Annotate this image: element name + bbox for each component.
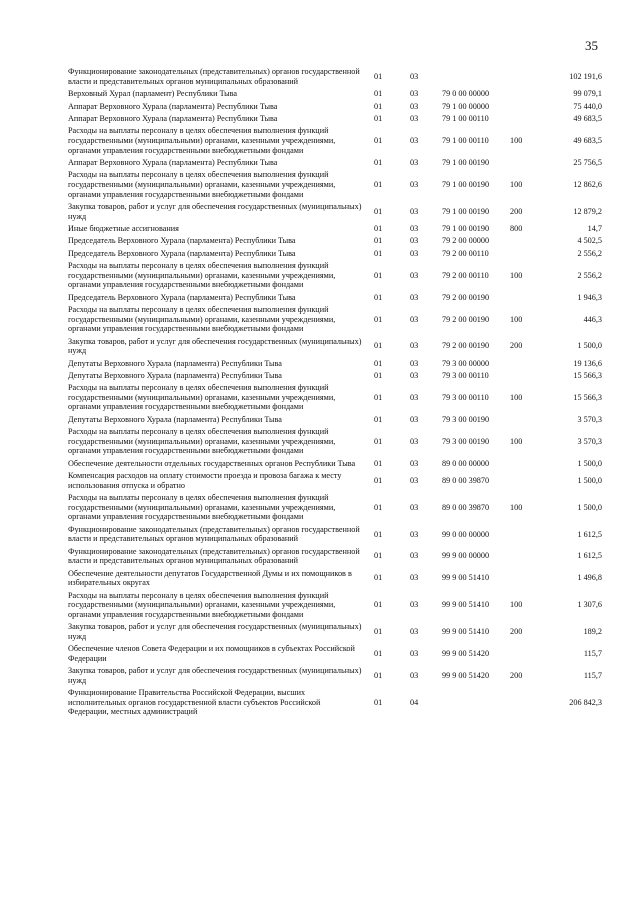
row-section: 01 xyxy=(374,600,383,610)
table-row xyxy=(68,235,602,247)
row-subsection: 04 xyxy=(410,697,419,707)
row-amount: 15 566,3 xyxy=(573,370,602,380)
row-name: Депутаты Верховного Хурала (парламента) Республики Тыва xyxy=(68,358,282,368)
row-section: 01 xyxy=(374,314,383,324)
row-name: Закупка товаров, работ и услуг для обеспечения государственных (муниципальных) нужд xyxy=(68,666,362,685)
row-expense-type xyxy=(510,66,544,88)
row-amount: 1 500,0 xyxy=(577,502,602,512)
row-expense-type: 200 xyxy=(510,670,523,680)
row-expense-type xyxy=(510,291,544,303)
table-row xyxy=(68,687,602,719)
row-subsection: 03 xyxy=(410,458,419,468)
row-target-article: 79 2 00 00190 xyxy=(442,341,490,351)
row-section: 01 xyxy=(374,502,383,512)
row-name: Верховный Хурал (парламент) Республики Тыва xyxy=(68,89,238,99)
table-row xyxy=(68,457,602,469)
row-section: 01 xyxy=(374,529,383,539)
row-section: 01 xyxy=(374,248,383,258)
row-amount: 49 683,5 xyxy=(573,114,602,124)
row-subsection: 03 xyxy=(410,475,419,485)
row-subsection: 03 xyxy=(410,89,419,99)
row-section: 01 xyxy=(374,236,383,246)
row-name: Расходы на выплаты персоналу в целях обеспечения выполнения функций государственными (муниципальными) органами, казенными учреждениями, органами управления государственными внебюджетными фондами xyxy=(68,590,336,619)
row-expense-type xyxy=(510,247,544,259)
row-expense-type xyxy=(510,88,544,100)
row-target-article xyxy=(442,687,510,719)
row-subsection: 03 xyxy=(410,292,419,302)
row-amount: 2 556,2 xyxy=(577,270,602,280)
row-expense-type xyxy=(510,113,544,125)
row-name: Расходы на выплаты персоналу в целях обеспечения выполнения функций государственными (муниципальными) органами, казенными учреждениями, органами управления государственными внебюджетными фондами xyxy=(68,383,336,412)
row-target-article: 79 2 00 00190 xyxy=(442,292,490,302)
row-name: Обеспечение деятельности отдельных государственных органов Республики Тыва xyxy=(68,458,356,468)
table-row xyxy=(68,201,602,223)
row-subsection: 03 xyxy=(410,270,419,280)
row-section: 01 xyxy=(374,136,383,146)
row-target-article: 79 3 00 00110 xyxy=(442,370,489,380)
row-section: 01 xyxy=(374,551,383,561)
row-name: Закупка товаров, работ и услуг для обеспечения государственных (муниципальных) нужд xyxy=(68,622,362,641)
row-amount: 1 500,0 xyxy=(577,341,602,351)
row-expense-type xyxy=(510,643,544,665)
table-row xyxy=(68,88,602,100)
row-target-article: 79 1 00 00000 xyxy=(442,101,490,111)
row-name: Закупка товаров, работ и услуг для обеспечения государственных (муниципальных) нужд xyxy=(68,336,362,356)
row-amount: 12 862,6 xyxy=(573,180,602,190)
row-expense-type: 200 xyxy=(510,341,523,351)
row-name: Функционирование законодательных (представительных) органов государственной власти и представительных органов муниципальных образований xyxy=(68,546,360,566)
table-row xyxy=(68,426,602,458)
row-name: Закупка товаров, работ и услуг для обеспечения государственных (муниципальных) нужд xyxy=(68,201,362,221)
row-subsection: 03 xyxy=(410,414,419,424)
row-subsection: 03 xyxy=(410,248,419,258)
row-expense-type: 100 xyxy=(510,314,523,324)
row-name: Расходы на выплаты персоналу в целях обеспечения выполнения функций государственными (муниципальными) органами, казенными учреждениями, органами управления государственными внебюджетными фондами xyxy=(68,493,336,522)
row-name: Аппарат Верховного Хурала (парламента) Республики Тыва xyxy=(68,101,278,111)
row-name: Аппарат Верховного Хурала (парламента) Республики Тыва xyxy=(68,158,278,168)
row-name: Функционирование законодательных (представительных) органов государственной власти и представительных органов муниципальных образований xyxy=(68,67,360,86)
row-amount: 49 683,5 xyxy=(573,136,602,146)
row-name: Председатель Верховного Хурала (парламента) Республики Тыва xyxy=(68,236,296,246)
row-expense-type: 800 xyxy=(510,223,523,233)
row-subsection: 03 xyxy=(410,101,419,111)
row-section: 01 xyxy=(374,223,383,233)
table-row xyxy=(68,370,602,382)
row-subsection: 03 xyxy=(410,670,419,680)
row-target-article: 79 1 00 00190 xyxy=(442,180,490,190)
row-target-article: 79 3 00 00190 xyxy=(442,436,490,446)
table-row xyxy=(68,357,602,369)
row-subsection: 03 xyxy=(410,502,419,512)
row-expense-type xyxy=(510,457,544,469)
row-expense-type xyxy=(510,567,544,589)
row-name: Расходы на выплаты персоналу в целях обеспечения выполнения функций государственными (муниципальными) органами, казенными учреждениями, органами управления государственными внебюджетными фондами xyxy=(68,427,336,456)
row-target-article: 79 2 00 00000 xyxy=(442,236,490,246)
row-name: Депутаты Верховного Хурала (парламента) Республики Тыва xyxy=(68,414,282,424)
row-amount: 115,7 xyxy=(583,670,602,680)
row-amount: 75 440,0 xyxy=(573,101,602,111)
row-amount: 1 307,6 xyxy=(577,600,602,610)
row-name: Аппарат Верховного Хурала (парламента) Республики Тыва xyxy=(68,114,278,124)
row-expense-type xyxy=(510,545,544,567)
row-amount: 1 500,0 xyxy=(577,458,602,468)
row-amount: 189,2 xyxy=(583,626,602,636)
row-section: 01 xyxy=(374,358,383,368)
row-target-article: 79 3 00 00000 xyxy=(442,358,490,368)
row-subsection: 03 xyxy=(410,551,419,561)
row-section: 01 xyxy=(374,158,383,168)
row-expense-type: 100 xyxy=(510,502,523,512)
table-row xyxy=(68,413,602,425)
table-row xyxy=(68,382,602,414)
row-subsection: 03 xyxy=(410,626,419,636)
row-amount: 446,3 xyxy=(583,314,602,324)
row-subsection: 03 xyxy=(410,358,419,368)
row-name: Председатель Верховного Хурала (парламента) Республики Тыва xyxy=(68,292,296,302)
row-name: Расходы на выплаты персоналу в целях обеспечения выполнения функций государственными (муниципальными) органами, казенными учреждениями, органами управления государственными внебюджетными фондами xyxy=(68,170,336,199)
row-target-article: 79 2 00 00110 xyxy=(442,270,489,280)
row-target-article: 79 1 00 00190 xyxy=(442,158,490,168)
row-section: 01 xyxy=(374,414,383,424)
row-section: 01 xyxy=(374,573,383,583)
row-name: Функционирование законодательных (представительных) органов государственной власти и представительных органов муниципальных образований xyxy=(68,524,360,544)
row-subsection: 03 xyxy=(410,648,419,658)
table-row xyxy=(68,304,602,336)
table-row xyxy=(68,223,602,235)
row-expense-type xyxy=(510,100,544,112)
table-row xyxy=(68,545,602,567)
row-amount: 12 879,2 xyxy=(573,206,602,216)
row-target-article: 79 0 00 00000 xyxy=(442,89,490,99)
table-row xyxy=(68,157,602,169)
row-amount: 1 612,5 xyxy=(577,551,602,561)
row-subsection: 03 xyxy=(410,529,419,539)
table-row xyxy=(68,260,602,292)
row-name: Иные бюджетные ассигнования xyxy=(68,223,179,233)
row-section: 01 xyxy=(374,626,383,636)
row-subsection: 03 xyxy=(410,370,419,380)
table-row xyxy=(68,113,602,125)
row-amount: 1 496,8 xyxy=(577,573,602,583)
row-expense-type xyxy=(510,413,544,425)
row-section: 01 xyxy=(374,101,383,111)
row-target-article: 79 1 00 00110 xyxy=(442,136,489,146)
budget-table xyxy=(68,66,602,718)
row-amount: 1 946,3 xyxy=(577,292,602,302)
table-row xyxy=(68,470,602,492)
row-amount: 19 136,6 xyxy=(573,358,602,368)
row-expense-type: 100 xyxy=(510,436,523,446)
row-subsection: 03 xyxy=(410,72,419,82)
row-section: 01 xyxy=(374,436,383,446)
row-target-article: 99 9 00 51410 xyxy=(442,626,490,636)
row-section: 01 xyxy=(374,458,383,468)
row-section: 01 xyxy=(374,180,383,190)
row-subsection: 03 xyxy=(410,180,419,190)
page-number: 35 xyxy=(585,38,598,53)
row-name: Обеспечение членов Совета Федерации и их помощников в субъектах Российской Федерации xyxy=(68,644,355,663)
table-row xyxy=(68,100,602,112)
row-section: 01 xyxy=(374,270,383,280)
row-target-article: 89 0 00 39870 xyxy=(442,502,490,512)
row-amount: 1 500,0 xyxy=(577,475,602,485)
row-amount: 115,7 xyxy=(583,648,602,658)
row-name: Председатель Верховного Хурала (парламента) Республики Тыва xyxy=(68,248,296,258)
row-expense-type xyxy=(510,687,544,719)
budget-table-body xyxy=(68,66,602,718)
row-amount: 15 566,3 xyxy=(573,392,602,402)
row-section: 01 xyxy=(374,341,383,351)
row-target-article xyxy=(442,66,510,88)
row-subsection: 03 xyxy=(410,136,419,146)
row-name: Расходы на выплаты персоналу в целях обеспечения выполнения функций государственными (муниципальными) органами, казенными учреждениями, органами управления государственными внебюджетными фондами xyxy=(68,261,336,290)
row-subsection: 03 xyxy=(410,573,419,583)
table-row xyxy=(68,567,602,589)
row-amount: 14,7 xyxy=(587,223,602,233)
row-name: Расходы на выплаты персоналу в целях обеспечения выполнения функций государственными (муниципальными) органами, казенными учреждениями, органами управления государственными внебюджетными фондами xyxy=(68,305,336,334)
row-section: 01 xyxy=(374,114,383,124)
row-expense-type xyxy=(510,370,544,382)
row-target-article: 79 2 00 00190 xyxy=(442,314,490,324)
row-target-article: 79 3 00 00190 xyxy=(442,414,490,424)
row-subsection: 03 xyxy=(410,600,419,610)
row-section: 01 xyxy=(374,292,383,302)
table-row xyxy=(68,66,602,88)
table-row xyxy=(68,589,602,621)
row-target-article: 99 9 00 00000 xyxy=(442,551,490,561)
table-row xyxy=(68,247,602,259)
row-subsection: 03 xyxy=(410,206,419,216)
row-subsection: 03 xyxy=(410,341,419,351)
row-subsection: 03 xyxy=(410,114,419,124)
row-amount: 102 191,6 xyxy=(569,72,602,82)
row-expense-type xyxy=(510,470,544,492)
row-target-article: 79 1 00 00190 xyxy=(442,223,490,233)
row-section: 01 xyxy=(374,206,383,216)
row-section: 01 xyxy=(374,72,383,82)
row-target-article: 99 0 00 00000 xyxy=(442,529,490,539)
row-expense-type: 100 xyxy=(510,392,523,402)
row-target-article: 99 9 00 51420 xyxy=(442,670,490,680)
row-name: Депутаты Верховного Хурала (парламента) Республики Тыва xyxy=(68,370,282,380)
table-row xyxy=(68,125,602,157)
row-section: 01 xyxy=(374,475,383,485)
row-section: 01 xyxy=(374,648,383,658)
row-section: 01 xyxy=(374,392,383,402)
row-target-article: 79 1 00 00110 xyxy=(442,114,489,124)
row-expense-type xyxy=(510,357,544,369)
row-name: Расходы на выплаты персоналу в целях обеспечения выполнения функций государственными (муниципальными) органами, казенными учреждениями, органами управления государственными внебюджетными фондами xyxy=(68,126,336,155)
row-target-article: 99 9 00 51410 xyxy=(442,573,490,583)
row-expense-type: 100 xyxy=(510,180,523,190)
row-expense-type xyxy=(510,235,544,247)
row-target-article: 99 9 00 51420 xyxy=(442,648,490,658)
row-amount: 3 570,3 xyxy=(577,436,602,446)
table-row xyxy=(68,291,602,303)
row-name: Обеспечение деятельности депутатов Государственной Думы и их помощников в избирательных округах xyxy=(68,568,352,588)
row-expense-type xyxy=(510,523,544,545)
table-row xyxy=(68,335,602,357)
row-expense-type: 100 xyxy=(510,600,523,610)
row-target-article: 99 9 00 51410 xyxy=(442,600,490,610)
row-target-article: 89 0 00 00000 xyxy=(442,458,490,468)
row-expense-type: 100 xyxy=(510,270,523,280)
table-row xyxy=(68,665,602,687)
row-subsection: 03 xyxy=(410,314,419,324)
row-section: 01 xyxy=(374,370,383,380)
row-amount: 2 556,2 xyxy=(577,248,602,258)
row-amount: 206 842,3 xyxy=(569,697,602,707)
row-expense-type: 200 xyxy=(510,206,523,216)
row-target-article: 79 3 00 00110 xyxy=(442,392,489,402)
row-subsection: 03 xyxy=(410,436,419,446)
table-row xyxy=(68,492,602,524)
row-amount: 4 502,5 xyxy=(577,236,602,246)
row-subsection: 03 xyxy=(410,392,419,402)
row-subsection: 03 xyxy=(410,223,419,233)
row-expense-type: 100 xyxy=(510,136,523,146)
row-target-article: 79 2 00 00110 xyxy=(442,248,489,258)
row-expense-type: 200 xyxy=(510,626,523,636)
row-section: 01 xyxy=(374,670,383,680)
row-name: Функционирование Правительства Российской Федерации, высших исполнительных органов государственной власти субъектов Российской Федерации, местных администраций xyxy=(68,688,321,717)
row-section: 01 xyxy=(374,697,383,707)
row-amount: 25 756,5 xyxy=(573,158,602,168)
table-row xyxy=(68,169,602,201)
row-target-article: 79 1 00 00190 xyxy=(442,206,490,216)
row-subsection: 03 xyxy=(410,236,419,246)
row-amount: 1 612,5 xyxy=(577,529,602,539)
row-target-article: 89 0 00 39870 xyxy=(442,475,490,485)
table-row xyxy=(68,621,602,643)
table-row xyxy=(68,643,602,665)
row-expense-type xyxy=(510,157,544,169)
row-name: Компенсация расходов на оплату стоимости проезда и провоза багажа к месту использования отпуска и обратно xyxy=(68,471,342,490)
row-subsection: 03 xyxy=(410,158,419,168)
row-amount: 99 079,1 xyxy=(573,89,602,99)
row-section: 01 xyxy=(374,89,383,99)
table-row xyxy=(68,523,602,545)
row-amount: 3 570,3 xyxy=(577,414,602,424)
